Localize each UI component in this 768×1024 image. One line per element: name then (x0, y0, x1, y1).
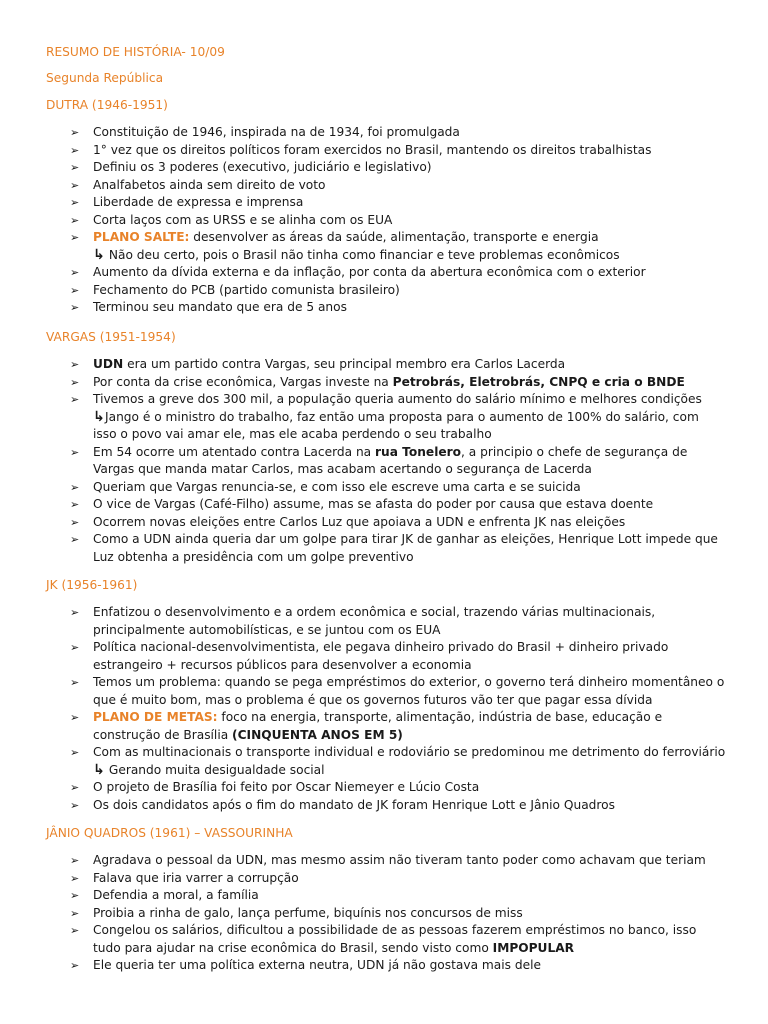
arrow-bullet-icon: ➢ (70, 676, 80, 689)
document-title: RESUMO DE HISTÓRIA- 10/09 (46, 45, 225, 59)
arrow-bullet-icon: ➢ (70, 711, 80, 724)
arrow-bullet-icon: ➢ (70, 266, 80, 279)
arrow-bullet-icon: ➢ (70, 798, 80, 812)
arrow-bullet-icon: ➢ (70, 178, 80, 192)
list-item: ➢ Temos um problema: quando se pega empréstimos do exterior, o governo terá dinheiro momentâneo o que é muito bom, mas o problema é que os governos futuros vão ter que pagar essa dívida (70, 675, 725, 707)
arrow-bullet-icon: ➢ (70, 358, 80, 371)
arrow-bullet-icon: ➢ (70, 498, 80, 511)
return-arrow-icon: ↳ (93, 408, 105, 425)
return-arrow-icon: ↳ (93, 246, 105, 263)
arrow-bullet-icon: ➢ (70, 375, 80, 389)
section-heading-vargas: VARGAS (1951-1954) (46, 330, 176, 344)
list-item: ➢ O projeto de Brasília foi feito por Oscar Niemeyer e Lúcio Costa (46, 779, 726, 797)
list-item: ➢ Liberdade de expressa e imprensa (46, 194, 726, 212)
sub-item: ↳Jango é o ministro do trabalho, faz então uma proposta para o aumento de 100% do salário, com isso o povo vai amar ele, mas ele acaba perdendo o seu trabalho (93, 408, 699, 441)
sub-item: ↳ Não deu certo, pois o Brasil não tinha como financiar e teve problemas econômicos (93, 246, 620, 263)
list-item: ➢ Definiu os 3 poderes (executivo, judiciário e legislativo) (46, 159, 726, 177)
arrow-bullet-icon: ➢ (70, 959, 80, 972)
list-item: ➢ Com as multinacionais o transporte individual e rodoviário se predominou me detrimento do ferroviário ↳ Gerando muita desigualdade social (70, 745, 726, 778)
section-heading-jk: JK (1956-1961) (46, 578, 138, 592)
list-item: ➢ UDN era um partido contra Vargas, seu principal membro era Carlos Lacerda (46, 356, 726, 374)
list-item: ➢ Em 54 ocorre um atentado contra Lacerda na rua Tonelero, a principio o chefe de segurança de Vargas que manda matar Carlos, mas acabam acertando o segurança de Lacerda (70, 444, 688, 476)
list-item: ➢ Constituição de 1946, inspirada na de 1934, foi promulgada (46, 124, 726, 142)
arrow-bullet-icon: ➢ (70, 889, 80, 902)
arrow-bullet-icon: ➢ (70, 283, 80, 297)
arrow-bullet-icon: ➢ (70, 143, 80, 157)
arrow-bullet-icon: ➢ (70, 606, 80, 619)
arrow-bullet-icon: ➢ (70, 445, 80, 459)
list-item: ➢ Ele queria ter uma política externa neutra, UDN já não gostava mais dele (46, 957, 726, 975)
plano-salte-label: PLANO SALTE: (93, 230, 190, 244)
list-item: ➢ Congelou os salários, dificultou a possibilidade de as pessoas fazerem empréstimos no banco, isso tudo para ajudar na crise econômica do Brasil, sendo visto como IMPOPULAR (70, 923, 697, 955)
vargas-list (46, 356, 726, 566)
janio-list (46, 852, 726, 975)
list-item: ➢ Ocorrem novas eleições entre Carlos Luz que apoiava a UDN e enfrenta JK nas eleições (46, 514, 726, 532)
list-item: ➢ O vice de Vargas (Café-Filho) assume, mas se afasta do poder por causa que estava doente (46, 496, 726, 514)
list-item: ➢ Queriam que Vargas renuncia-se, e com isso ele escreve uma carta e se suicida (46, 479, 726, 497)
list-item: ➢ Enfatizou o desenvolvimento e a ordem econômica e social, trazendo várias multinacionais, principalmente automobilísticas, e se juntou com os EUA (70, 605, 656, 637)
arrow-bullet-icon: ➢ (70, 924, 80, 937)
arrow-bullet-icon: ➢ (70, 126, 80, 139)
arrow-bullet-icon: ➢ (70, 393, 80, 406)
list-item: ➢ Agradava o pessoal da UDN, mas mesmo assim não tiveram tanto poder como achavam que teriam (46, 852, 726, 870)
list-item: ➢ 1° vez que os direitos políticos foram exercidos no Brasil, mantendo os direitos trabalhistas (46, 142, 726, 160)
arrow-bullet-icon: ➢ (70, 480, 80, 494)
arrow-bullet-icon: ➢ (70, 746, 80, 759)
list-item: ➢ Por conta da crise econômica, Vargas investe na Petrobrás, Eletrobrás, CNPQ e cria o BNDE (46, 374, 726, 392)
list-item: ➢ Terminou seu mandato que era de 5 anos (46, 299, 726, 317)
arrow-bullet-icon: ➢ (70, 906, 80, 920)
arrow-bullet-icon: ➢ (70, 871, 80, 885)
arrow-bullet-icon: ➢ (70, 213, 80, 227)
dutra-list (46, 124, 726, 317)
section-heading-janio: JÂNIO QUADROS (1961) – VASSOURINHA (46, 826, 293, 840)
return-arrow-icon: ↳ (93, 761, 105, 778)
list-item: ➢ Os dois candidatos após o fim do mandato de JK foram Henrique Lott e Jânio Quadros (46, 797, 726, 815)
arrow-bullet-icon: ➢ (70, 301, 80, 314)
sub-item: ↳ Gerando muita desigualdade social (93, 761, 325, 778)
arrow-bullet-icon: ➢ (70, 854, 80, 867)
arrow-bullet-icon: ➢ (70, 641, 80, 654)
section-heading-dutra: DUTRA (1946-1951) (46, 98, 168, 112)
list-item: ➢ Analfabetos ainda sem direito de voto (46, 177, 726, 195)
jk-list (46, 604, 726, 814)
list-item: ➢ PLANO DE METAS: foco na energia, transporte, alimentação, indústria de base, educação e construção de Brasília (CINQUENTA ANOS EM 5) (70, 710, 663, 742)
arrow-bullet-icon: ➢ (70, 196, 80, 209)
list-item: ➢ Defendia a moral, a família (46, 887, 726, 905)
arrow-bullet-icon: ➢ (70, 781, 80, 794)
arrow-bullet-icon: ➢ (70, 515, 80, 529)
arrow-bullet-icon: ➢ (70, 231, 80, 244)
document-subtitle: Segunda República (46, 71, 164, 85)
list-item: ➢ Corta laços com as URSS e se alinha com os EUA (46, 212, 726, 230)
list-item: ➢ Tivemos a greve dos 300 mil, a população queria aumento do salário mínimo e melhores condições ↳Jango é o ministro do trabalho, faz então uma proposta para o aumento de 100% do salário, com isso o povo vai amar ele, mas ele acaba perdendo o seu trabalho (46, 391, 726, 444)
list-item: ➢ Fechamento do PCB (partido comunista brasileiro) (46, 282, 726, 300)
plano-de-metas-label: PLANO DE METAS: (93, 710, 218, 724)
arrow-bullet-icon: ➢ (70, 533, 80, 546)
list-item: ➢ Política nacional-desenvolvimentista, ele pegava dinheiro privado do Brasil + dinheiro privado estrangeiro + recursos públicos para desenvolver a economia (70, 640, 669, 672)
list-item: ➢ Falava que iria varrer a corrupção (46, 870, 726, 888)
arrow-bullet-icon: ➢ (70, 161, 80, 174)
list-item: ➢ Como a UDN ainda queria dar um golpe para tirar JK de ganhar as eleições, Henrique Lott impede que Luz obtenha a presidência com um golpe preventivo (70, 532, 718, 564)
list-item: ➢ Aumento da dívida externa e da inflação, por conta da abertura econômica com o exterior (46, 264, 726, 282)
list-item: ➢ PLANO SALTE: desenvolver as áreas da saúde, alimentação, transporte e energia ↳ Não deu certo, pois o Brasil não tinha como financiar e teve problemas econômicos (46, 229, 726, 264)
list-item: ➢ Proibia a rinha de galo, lança perfume, biquínis nos concursos de miss (46, 905, 726, 923)
